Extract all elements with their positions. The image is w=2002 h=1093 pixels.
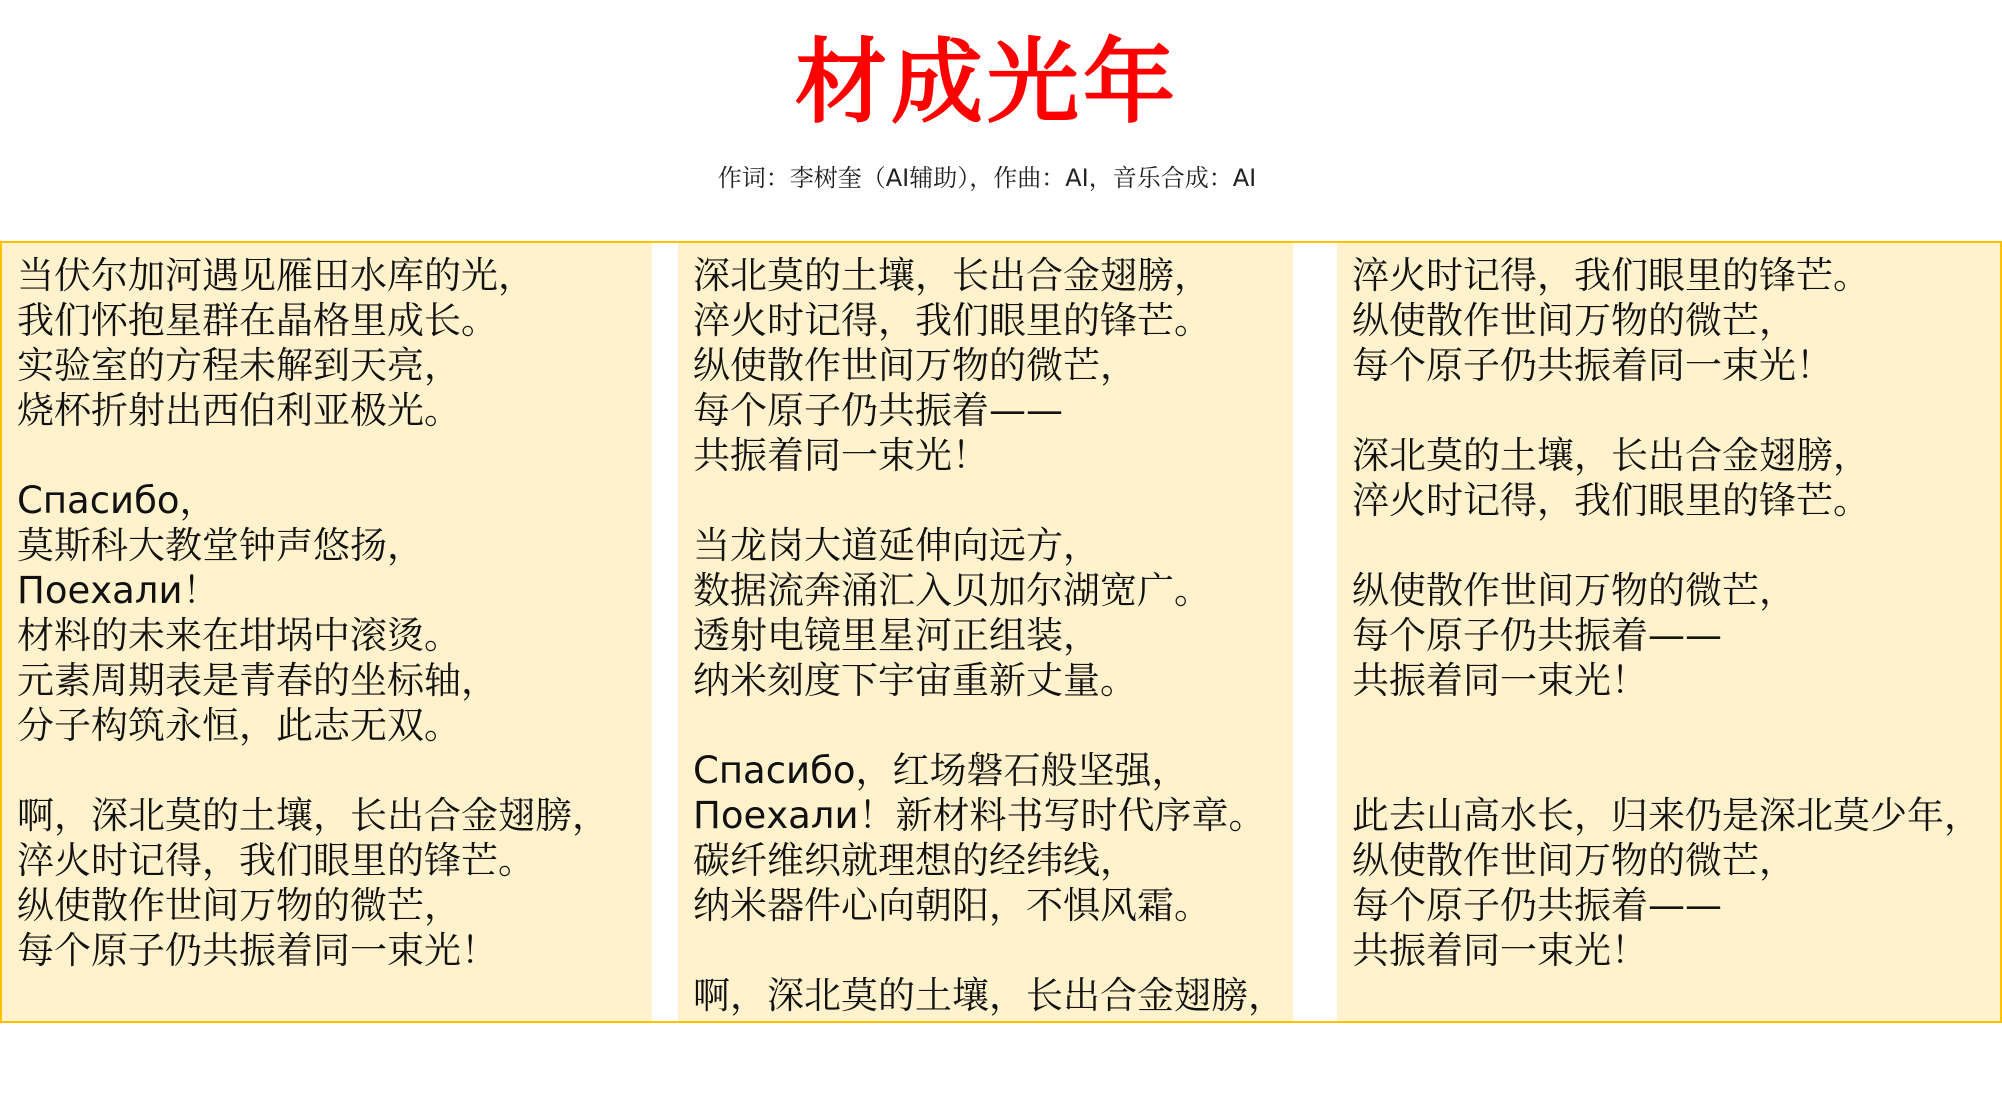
column-gap [1293,241,1337,1023]
lyric-line: 碳纤维织就理想的经纬线， [693,839,1137,882]
stanza-break [17,433,609,478]
stanza-break [693,703,1285,748]
lyric-line: 共振着同一束光！ [1352,929,1648,972]
stanza-break [693,478,1285,523]
lyric-line: 淬火时记得，我们眼里的锋芒。 [1352,254,1870,297]
lyric-line: 共振着同一束光！ [693,434,989,477]
lyric-line: 每个原子仍共振着同一束光！ [17,929,498,972]
lyric-line: 啊，深北莫的土壤，长出合金翅膀， [693,974,1285,1017]
lyric-line: 每个原子仍共振着—— [1352,884,1722,927]
column-gap [652,241,678,1023]
stanza-break [693,928,1285,973]
lyrics-lines [17,253,609,973]
lyric-line: 此去山高水长，归来仍是深北莫少年， [1352,794,1981,837]
lyric-line: 元素周期表是青春的坐标轴， [17,659,498,702]
lyric-line: 每个原子仍共振着—— [1352,614,1722,657]
lyric-line: 纵使散作世间万物的微芒， [17,884,461,927]
lyric-line: 啊，深北莫的土壤，长出合金翅膀， [17,794,609,837]
stanza-break [1352,523,1981,568]
lyric-line: 分子构筑永恒，此志无双。 [17,704,461,747]
lyrics-lines [693,253,1285,1018]
lyric-line: 当伏尔加河遇见雁田水库的光， [17,254,535,297]
lyric-line: 实验室的方程未解到天亮， [17,344,461,387]
lyric-line: 每个原子仍共振着同一束光！ [1352,344,1833,387]
lyric-line: 淬火时记得，我们眼里的锋芒。 [693,299,1211,342]
lyric-line: 淬火时记得，我们眼里的锋芒。 [1352,479,1870,522]
song-title: 材成光年 [794,29,1179,136]
lyric-line: 深北莫的土壤，长出合金翅膀， [1352,434,1870,477]
lyric-line: 数据流奔涌汇入贝加尔湖宽广。 [693,569,1211,612]
lyric-line: 纵使散作世间万物的微芒， [1352,299,1796,342]
lyric-line: 纳米刻度下宇宙重新丈量。 [693,659,1137,702]
stanza-break [1352,388,1981,433]
stanza-break [17,748,609,793]
lyric-line: 每个原子仍共振着—— [693,389,1063,432]
lyrics-column-3 [1337,241,2002,1023]
lyric-line: 共振着同一束光！ [1352,659,1648,702]
lyric-line: 当龙岗大道延伸向远方， [693,524,1100,567]
lyric-line: Спасибо， [17,479,217,522]
lyric-line: 我们怀抱星群在晶格里成长。 [17,299,498,342]
lyric-line: 莫斯科大教堂钟声悠扬， [17,524,424,567]
lyric-line: 纵使散作世间万物的微芒， [1352,569,1796,612]
lyric-line: 烧杯折射出西伯利亚极光。 [17,389,461,432]
lyric-line: 深北莫的土壤，长出合金翅膀， [693,254,1211,297]
stanza-break [1352,703,1981,748]
lyric-line: 透射电镜里星河正组装， [693,614,1100,657]
lyrics-column-1 [0,241,652,1023]
lyric-line: Поехали！新材料书写时代序章。 [693,794,1266,837]
lyric-line: 纵使散作世间万物的微芒， [693,344,1137,387]
lyrics-lines [1352,253,1981,973]
song-credits: 作词：李树奎（AI辅助），作曲：AI，音乐合成：AI [717,164,1257,192]
lyric-line: 纳米器件心向朝阳，不惧风霜。 [693,884,1211,927]
lyric-line: 材料的未来在坩埚中滚烫。 [17,614,461,657]
lyric-line: 淬火时记得，我们眼里的锋芒。 [17,839,535,882]
lyric-line: Спасибо，红场磐石般坚强， [693,749,1189,792]
stanza-break [1352,748,1981,793]
lyrics-column-2 [678,241,1293,1023]
lyric-line: 纵使散作世间万物的微芒， [1352,839,1796,882]
lyric-line: Поехали！ [17,569,220,612]
